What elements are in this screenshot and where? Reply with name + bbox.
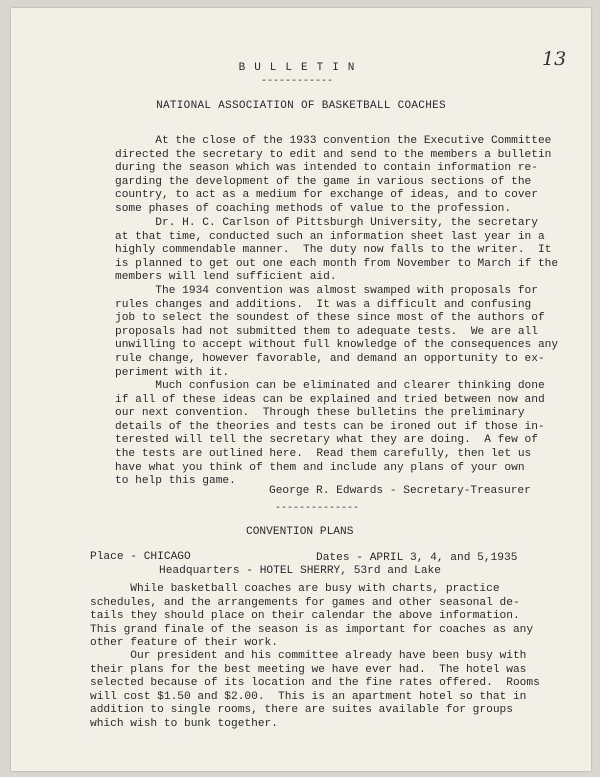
document-page bbox=[11, 8, 591, 771]
paragraph-1: At the close of the 1933 convention the Executive Committee directed the secretary to edit and send to the members a bulletin during the season which was intended to contain information re- garding the development of the game in various sections of the country, to act as a medium for exchange of ideas, and to cover some phases of coaching methods of value to the profession. bbox=[115, 135, 552, 215]
convention-paragraph-1: While basketball coaches are busy with charts, practice schedules, and the arrangements for games and other seasonal de- tails they should place on their calendar the above information. This grand finale of the season is as important for coaches as any other feature of their work. bbox=[90, 583, 534, 650]
convention-place: Place - CHICAGO bbox=[90, 551, 191, 563]
paragraph-3: The 1934 convention was almost swamped with proposals for rules changes and additions. It was a difficult and confusing job to select the soundest of these since most of the authors of proposals had not submitted them to adequate tests. We are all unwilling to accept without full knowledge of the consequences any rule change, however favorable, and demand an opportunity to ex- periment with it. bbox=[115, 285, 559, 379]
convention-heading: CONVENTION PLANS bbox=[246, 526, 354, 538]
paragraph-4: Much confusion can be eliminated and clearer thinking done if all of these ideas can be explained and tried between now and our next convention. Through these bulletins the preliminary details of the theories and tests can be ironed out if those in- terested will tell the secretary what they are doing. A few of the tests are outlined here. Read them carefully, then let us have what you think of them and include any plans of your own to help this game. bbox=[115, 380, 545, 488]
section-divider: -------------- bbox=[275, 503, 360, 514]
heading-underline: ------------ bbox=[261, 76, 334, 87]
bulletin-heading: BULLETIN bbox=[238, 62, 364, 74]
page-number: 13 bbox=[542, 48, 567, 70]
convention-headquarters: Headquarters - HOTEL SHERRY, 53rd and Lake bbox=[159, 565, 441, 577]
paragraph-2: Dr. H. C. Carlson of Pittsburgh University, the secretary at that time, conducted such an information sheet last year in a highly commendable manner. The duty now falls to the writer. It is planned to get out one each month from November to March if the members will lend sufficient aid. bbox=[115, 217, 559, 284]
signature: George R. Edwards - Secretary-Treasurer bbox=[269, 485, 531, 497]
convention-paragraph-2: Our president and his committee already have been busy with their plans for the best meeting we have ever had. The hotel was selected because of its location and the fine rates offered. Rooms will cost $1.50 and $2.00. This is an apartment hotel so that in addition to single rooms, there are suites available for groups which wish to bunk together. bbox=[90, 650, 540, 730]
document-title: NATIONAL ASSOCIATION OF BASKETBALL COACHES bbox=[156, 100, 446, 112]
convention-dates: Dates - APRIL 3, 4, and 5,1935 bbox=[316, 552, 518, 564]
